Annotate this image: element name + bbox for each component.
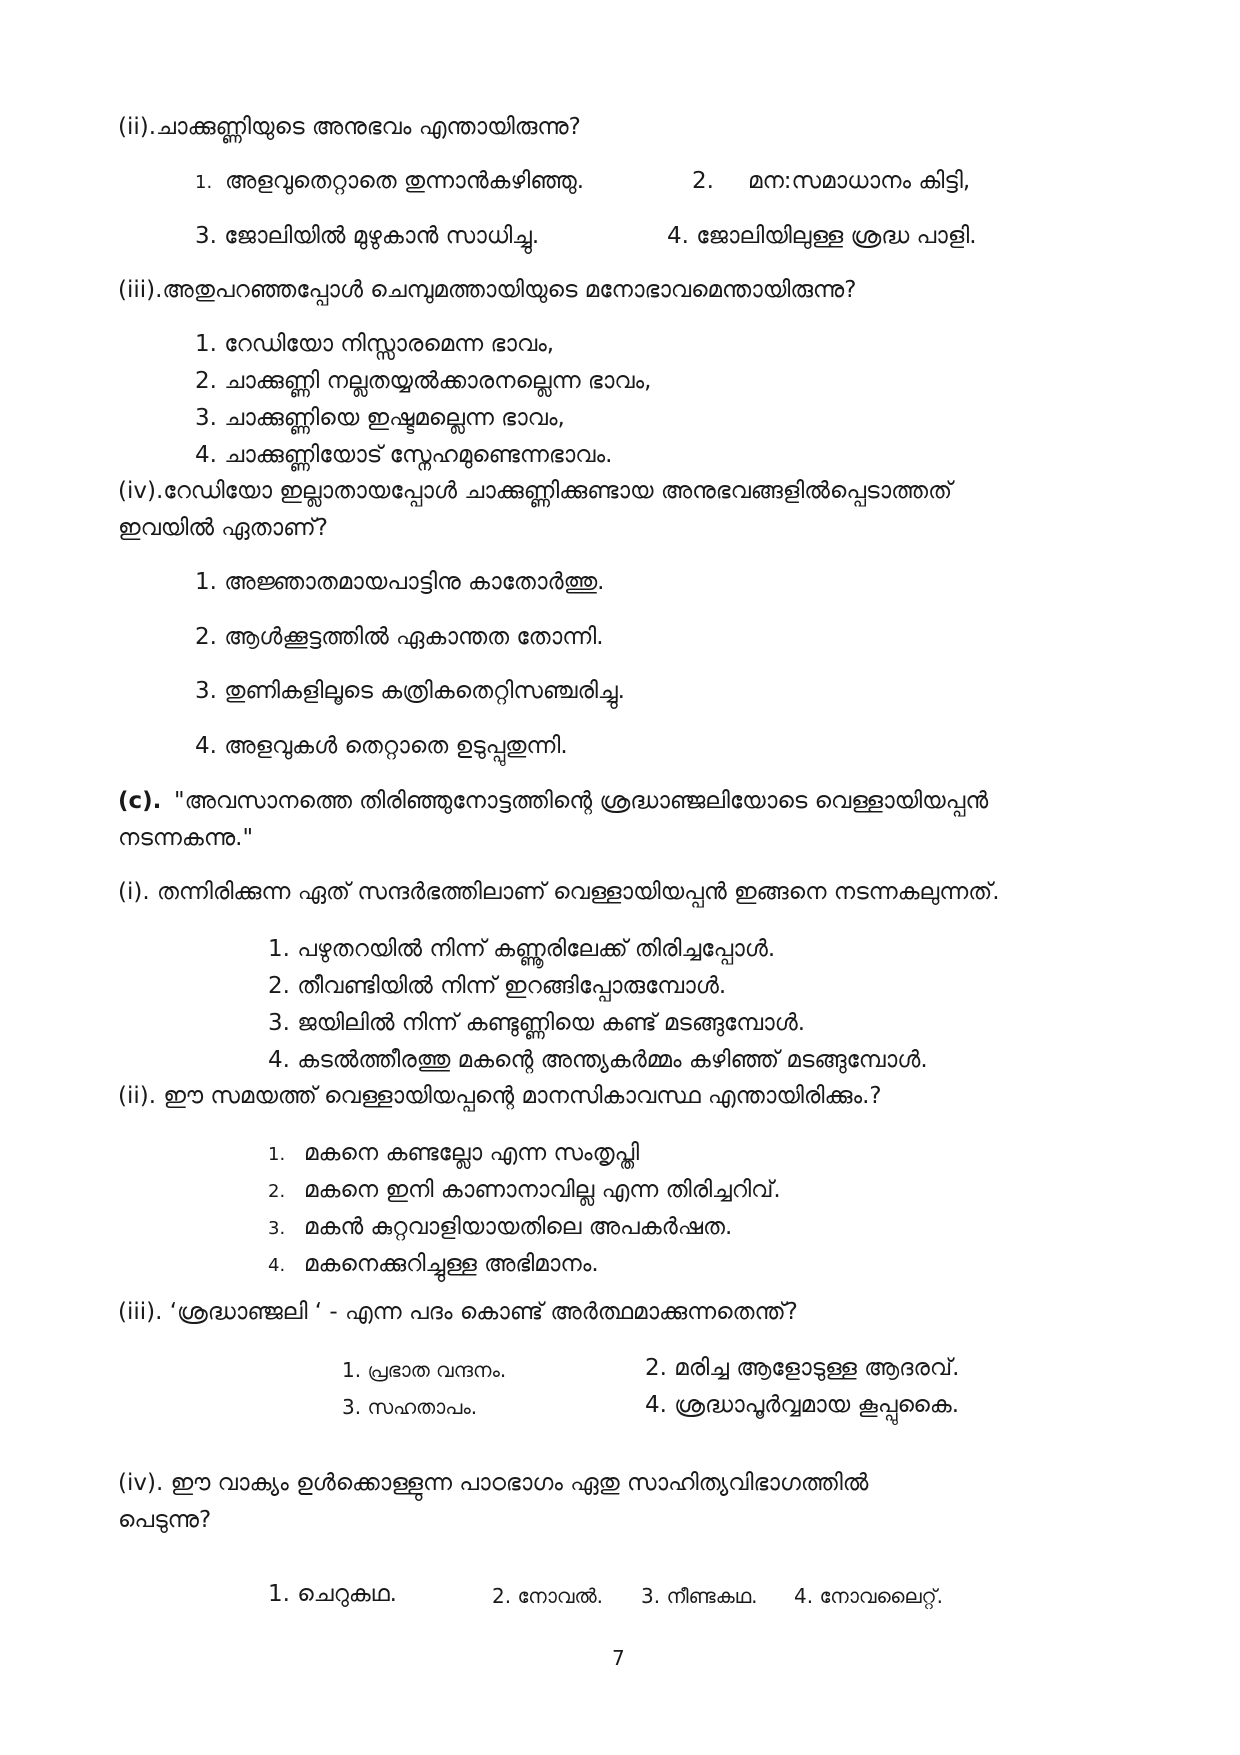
question-iii: (iii).അതുപറഞ്ഞപ്പോൾ ചെമ്പുമത്തായിയുടെ മനോഭാവമെന്തായിരുന്നു? [118,277,857,303]
c-ii-option-2 [268,1175,781,1207]
section-c-quote: "അവസാനത്തെ തിരിഞ്ഞുനോട്ടത്തിന്റെ ശ്രദ്ധാഞ്ജലിയോടെ വെള്ളായിയപ്പൻ [174,788,989,814]
question-iv-line-1: (iv).റേഡിയോ ഇല്ലാതായപ്പോൾ ചാക്കുണ്ണിക്കുണ്ടായ അനുഭവങ്ങളിൽപ്പെടാത്തത് [118,478,953,504]
q-iii-option-3: 3. ചാക്കുണ്ണിയെ ഇഷ്ടമല്ലെന്ന ഭാവം, [195,405,565,431]
option-number: 4. [268,1255,286,1276]
q-iv-option-1: 1. അജ്ഞാതമായപാട്ടിനു കാതോർത്തു. [195,569,605,595]
option-text: മന:സമാധാനം കിട്ടി, [748,168,971,194]
section-c-label: (c). [118,788,162,814]
q-ii-option-4: 4. ജോലിയിലുള്ള ശ്രദ്ധ പാളി. [667,223,977,249]
option-text: മകൻ കുറ്റവാളിയായതിലെ അപകർഷത. [304,1214,733,1240]
c-iv-option-2: 2. നോവൽ. [492,1584,604,1608]
q-iii-option-2: 2. ചാക്കുണ്ണി നല്ലതയ്യൽക്കാരനല്ലെന്ന ഭാവം, [195,368,652,394]
c-question-i: (i). തന്നിരിക്കുന്ന ഏത് സന്ദർഭത്തിലാണ് വെള്ളായിയപ്പൻ ഇങ്ങനെ നടന്നകലുന്നത്. [118,879,1000,905]
c-iv-option-1: 1. ചെറുകഥ. [268,1581,397,1607]
c-iii-option-2: 2. മരിച്ച ആളോടുള്ള ആദരവ്. [645,1355,960,1381]
q-ii-option-3: 3. ജോലിയിൽ മുഴുകാൻ സാധിച്ചു. [195,223,540,249]
q-iii-option-4: 4. ചാക്കുണ്ണിയോട് സ്നേഹമുണ്ടെന്നഭാവം. [195,442,613,468]
option-number: 1. [195,172,213,193]
c-question-ii: (ii). ഈ സമയത്ത് വെള്ളായിയപ്പന്റെ മാനസികാവസ്ഥ എന്തായിരിക്കും.? [118,1083,882,1109]
c-i-option-4: 4. കടൽത്തീരത്തു മകന്റെ അന്ത്യകർമ്മം കഴിഞ്ഞ് മടങ്ങുമ്പോൾ. [268,1047,928,1073]
c-question-iv-line-2: പെടുന്നു? [118,1507,212,1533]
question-iv-line-2: ഇവയിൽ ഏതാണ്? [118,515,328,541]
c-question-iii: (iii). ‘ശ്രദ്ധാഞ്ജലി ‘ - എന്ന പദം കൊണ്ട് അർത്ഥമാക്കുന്നതെന്ത്? [118,1299,798,1325]
page-number: 7 [612,1646,625,1670]
c-i-option-3: 3. ജയിലിൽ നിന്ന് കണ്ടുണ്ണിയെ കണ്ട് മടങ്ങുമ്പോൾ. [268,1010,806,1036]
c-iv-option-4: 4. നോവലൈറ്റ്. [794,1584,944,1608]
section-c-quote-line-2: നടന്നകന്നു." [118,825,254,851]
q-ii-option-1 [195,166,584,198]
c-iv-option-3: 3. നീണ്ടകഥ. [641,1584,758,1608]
c-i-option-1: 1. പഴുതറയിൽ നിന്ന് കണ്ണൂരിലേക്ക് തിരിച്ചപ്പോൾ. [268,936,776,962]
q-iii-option-1: 1. റേഡിയോ നിസ്സാരമെന്ന ഭാവം, [195,331,555,357]
option-text: മകനെ ഇനി കാണാനാവില്ല എന്ന തിരിച്ചറിവ്. [304,1177,781,1203]
section-c-quote-line-1 [118,786,988,816]
c-iii-option-1: 1. പ്രഭാത വന്ദനം. [342,1358,507,1382]
option-number: 2. [692,168,714,194]
q-iv-option-2: 2. ആൾക്കൂട്ടത്തിൽ ഏകാന്തത തോന്നി. [195,624,604,650]
c-ii-option-3 [268,1212,732,1244]
c-i-option-2: 2. തീവണ്ടിയിൽ നിന്ന് ഇറങ്ങിപ്പോരുമ്പോൾ. [268,973,727,999]
c-question-iv-line-1: (iv). ഈ വാക്യം ഉൾക്കൊള്ളുന്ന പാഠഭാഗം ഏതു സാഹിത്യവിഭാഗത്തിൽ [118,1470,869,1496]
option-text: അളവുതെറ്റാതെ തുന്നാൻകഴിഞ്ഞു. [225,168,585,194]
option-number: 2. [268,1181,286,1202]
q-ii-option-2 [692,166,970,196]
option-number: 3. [268,1218,286,1239]
q-iv-option-3: 3. തുണികളിലൂടെ കത്രികതെറ്റിസഞ്ചരിച്ചു. [195,678,625,704]
c-ii-option-1 [268,1138,639,1170]
c-ii-option-4 [268,1249,599,1281]
option-number: 1. [268,1144,286,1165]
c-iii-option-4: 4. ശ്രദ്ധാപൂർവ്വമായ കൂപ്പുകൈ. [645,1392,960,1418]
c-iii-option-3: 3. സഹതാപം. [342,1395,478,1419]
option-text: മകനെ കണ്ടല്ലോ എന്ന സംതൃപ്തി [304,1140,640,1166]
q-iv-option-4: 4. അളവുകൾ തെറ്റാതെ ഉടുപ്പുതുന്നി. [195,733,568,759]
question-ii: (ii).ചാക്കുണ്ണിയുടെ അനുഭവം എന്തായിരുന്നു? [118,114,581,140]
option-text: മകനെക്കുറിച്ചുള്ള അഭിമാനം. [304,1251,599,1277]
